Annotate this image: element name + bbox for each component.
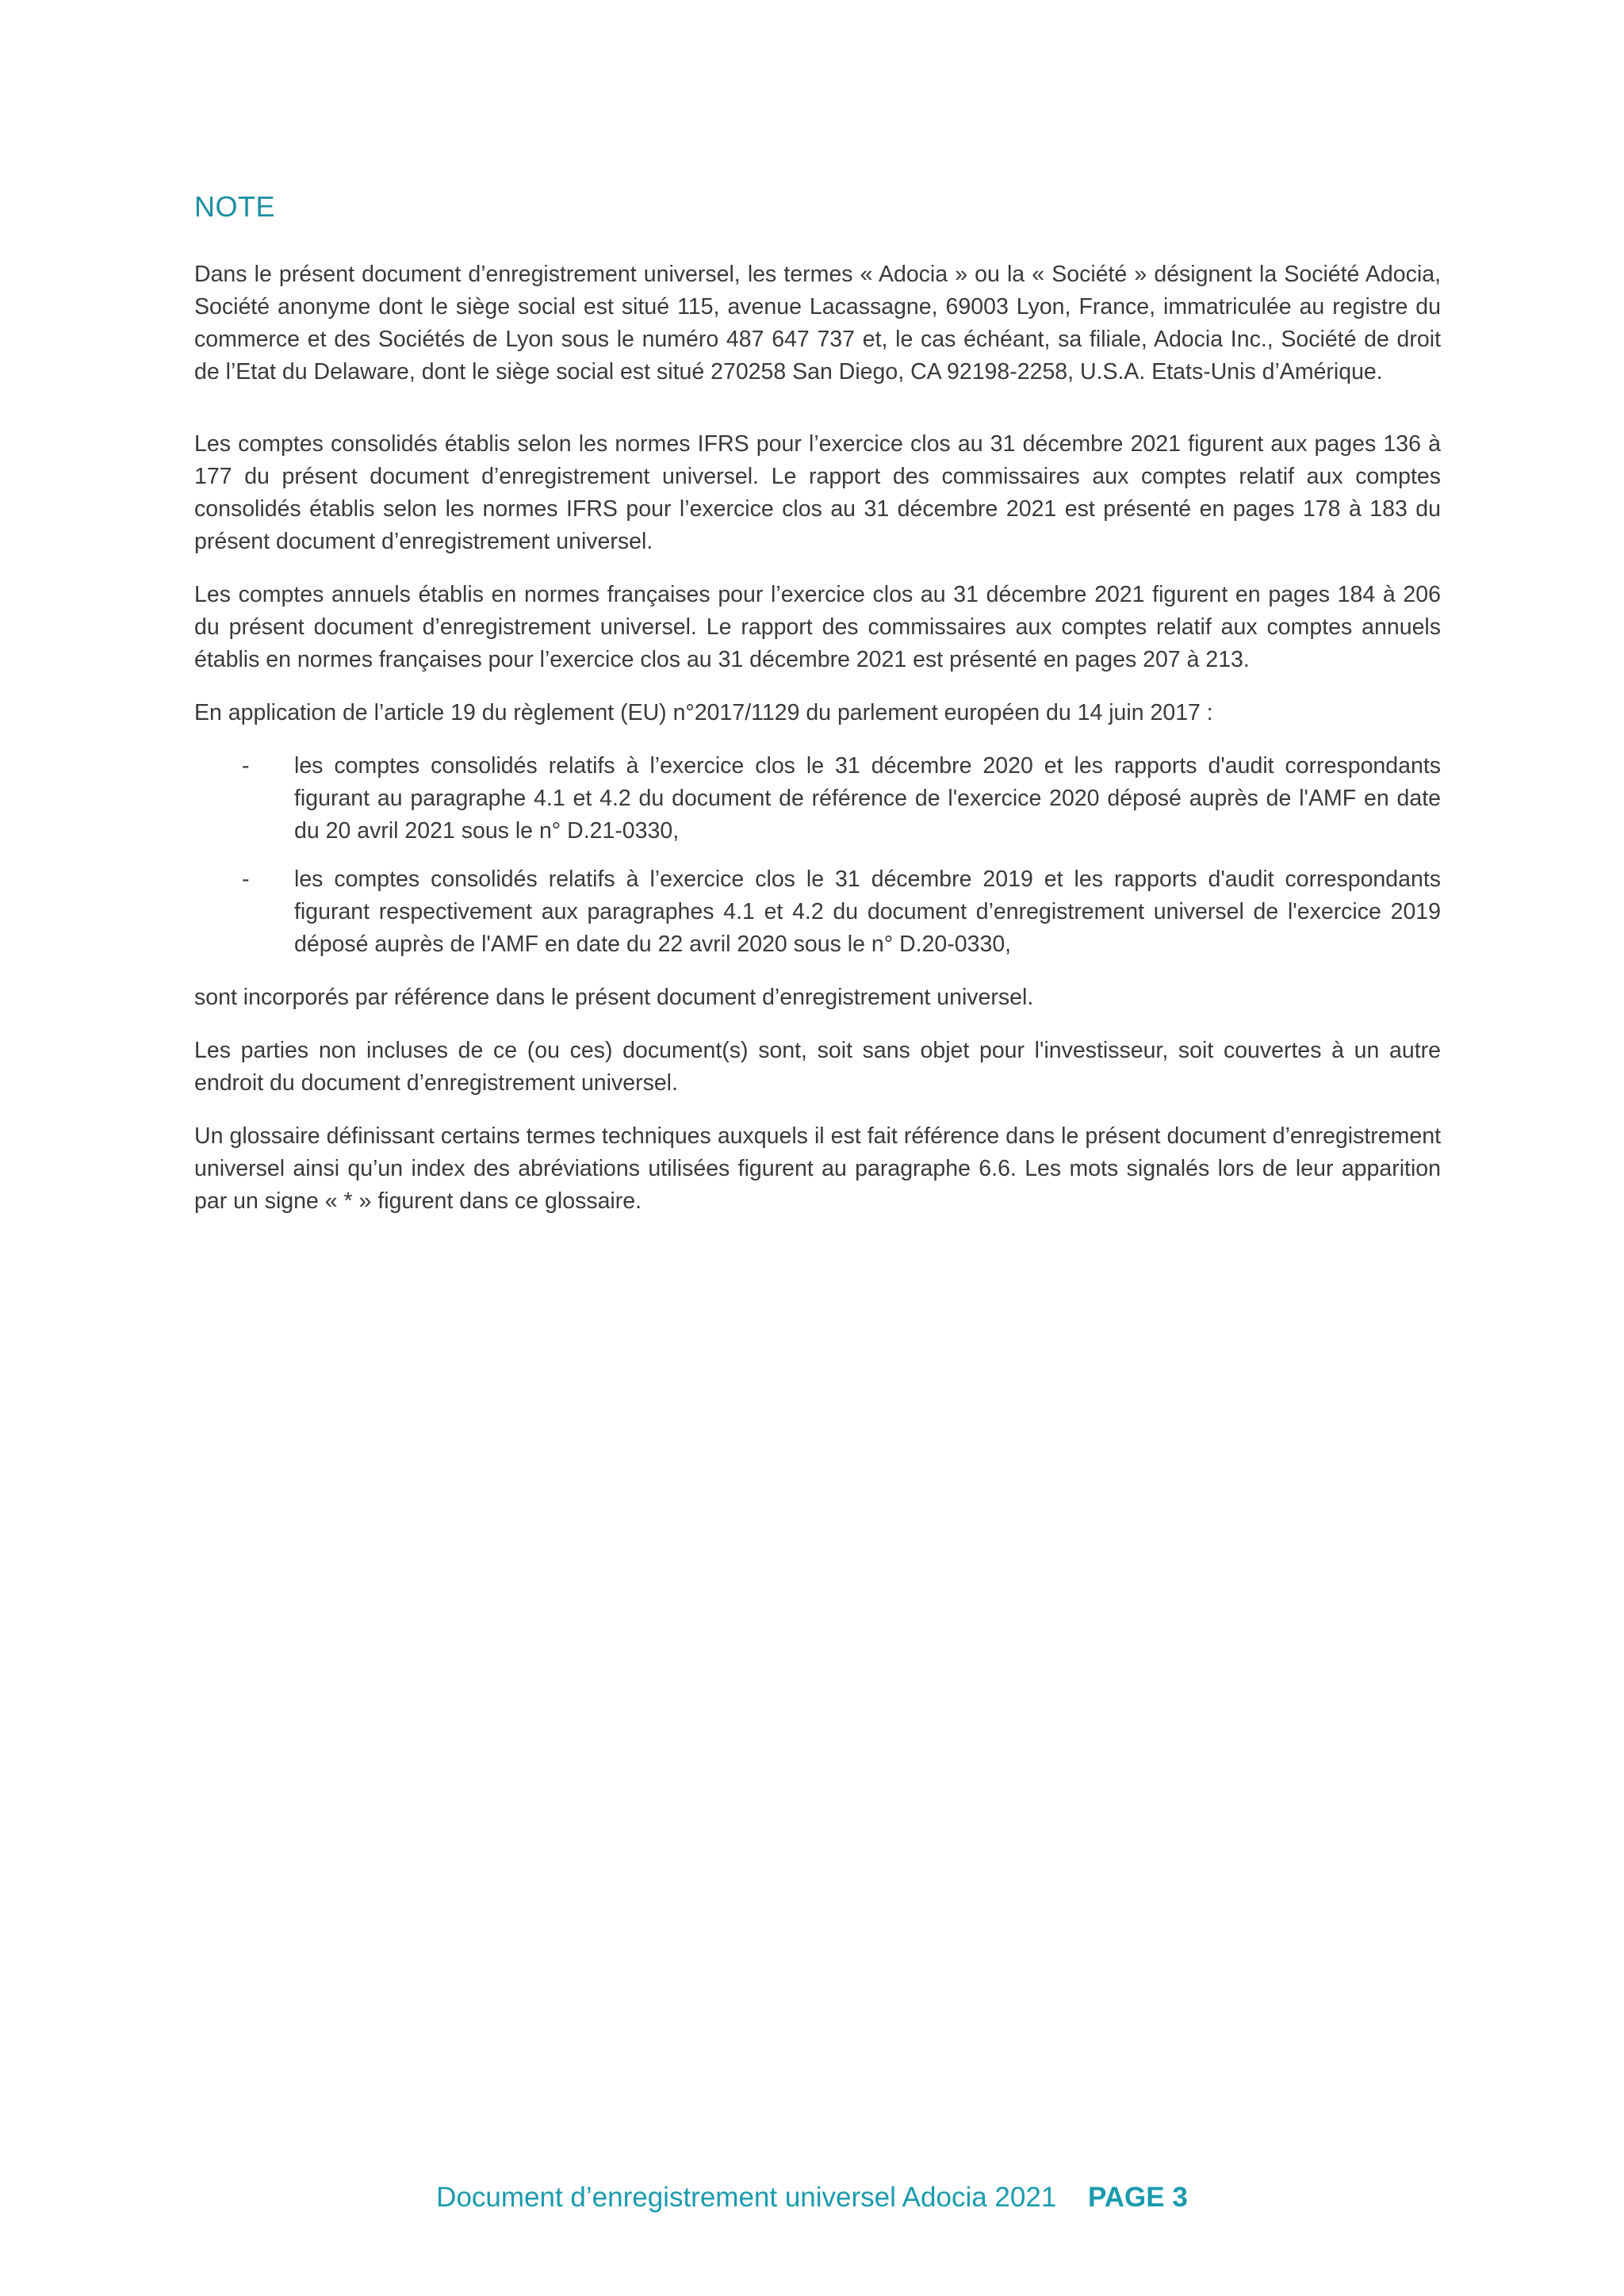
page-footer — [0, 2182, 1624, 2214]
list-item — [194, 750, 1441, 848]
paragraph-consolidated-accounts: Les comptes consolidés établis selon les normes IFRS pour l’exercice clos au 31 décembre 2021 figurent aux pages 136 à 177 du présent document d’enregistrement universel. Le rapport des commissaires aux comptes relatif aux comptes consolidés établis selon les normes IFRS pour l’exercice clos au 31 décembre 2021 est présenté en pages 178 à 183 du présent document d’enregistrement universel. — [194, 431, 1441, 554]
list-item-text: les comptes consolidés relatifs à l’exercice clos le 31 décembre 2020 et les rapports d'audit correspondants figurant au paragraphe 4.1 et 4.2 du document de référence de l'exercice 2020 déposé auprès de l'AMF en date du 20 avril 2021 sous le n° D.21-0330, — [294, 753, 1441, 844]
paragraph-regulation: En application de l’article 19 du règlement (EU) n°2017/1129 du parlement européen du 14 juin 2017 : — [194, 700, 1213, 725]
paragraph-annual-accounts: Les comptes annuels établis en normes françaises pour l’exercice clos au 31 décembre 2021 figurent en pages 184 à 206 du présent document d’enregistrement universel. Le rapport des commissaires aux comptes relatif aux comptes annuels établis en normes françaises pour l’exercice clos au 31 décembre 2021 est présenté en pages 207 à 213. — [194, 582, 1441, 672]
paragraph-excluded-parts: Les parties non incluses de ce (ou ces) document(s) sont, soit sans objet pour l'investisseur, soit couvertes à un autre endroit du document d’enregistrement universel. — [194, 1038, 1441, 1096]
incorporated-documents-list — [194, 750, 1441, 961]
footer-page-number: PAGE 3 — [1088, 2182, 1188, 2213]
footer-document-title: Document d’enregistrement universel Adocia 2021 — [436, 2182, 1057, 2213]
list-item — [194, 863, 1441, 961]
list-dash: - — [242, 867, 250, 892]
paragraph-incorporation: sont incorporés par référence dans le présent document d’enregistrement universel. — [194, 985, 1034, 1010]
paragraph-glossary: Un glossaire définissant certains termes techniques auxquels il est fait référence dans le présent document d’enregistrement universel ainsi qu’un index des abréviations utilisées figurent au paragraphe 6.6. Les mots signalés lors de leur apparition par un signe « * » figurent dans ce glossaire. — [194, 1123, 1441, 1214]
paragraph-intro: Dans le présent document d’enregistrement universel, les termes « Adocia » ou la « Société » désignent la Société Adocia, Société anonyme dont le siège social est situé 115, avenue Lacassagne, 69003 Lyon, France, immatriculée au registre du commerce et des Sociétés de Lyon sous le numéro 487 647 737 et, le cas échéant, sa filiale, Adocia Inc., Société de droit de l’Etat du Delaware, dont le siège social est situé 270258 San Diego, CA 92198-2258, U.S.A. Etats-Unis d’Amérique. — [194, 262, 1441, 385]
page-content — [194, 190, 1441, 1238]
list-item-text: les comptes consolidés relatifs à l’exercice clos le 31 décembre 2019 et les rapports d'audit correspondants figurant respectivement aux paragraphes 4.1 et 4.2 du document d’enregistrement universel de l'exercice 2019 déposé auprès de l'AMF en date du 22 avril 2020 sous le n° D.20-0330, — [294, 867, 1441, 957]
list-dash: - — [242, 753, 250, 779]
section-heading: NOTE — [194, 190, 276, 223]
